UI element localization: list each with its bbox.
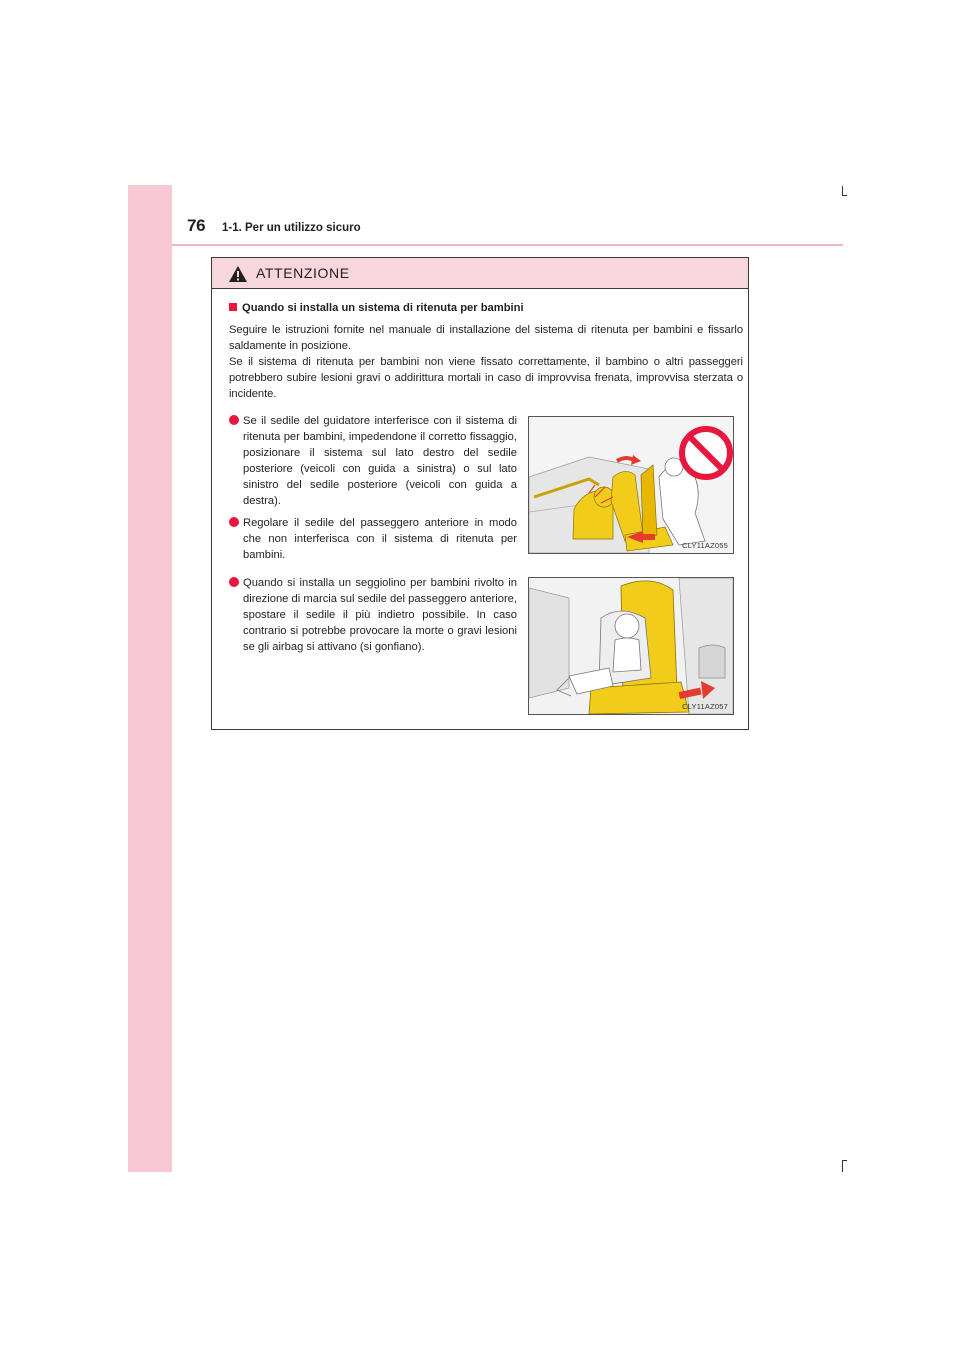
warning-header xyxy=(212,258,748,289)
section-heading-text: Quando si installa un sistema di ritenuta per bambini xyxy=(242,302,524,314)
bullet-text: Quando si installa un seggiolino per bambini rivolto in direzione di marcia sul sedile del passeggero anteriore, spostare il sedile il più indietro possibile. In caso contrario si potrebbe provocare la morte o gravi lesioni se gli airbag si attivano (si gonfiano). xyxy=(243,577,517,653)
bullet-dot-icon xyxy=(229,517,239,527)
intro-paragraph: Se il sistema di ritenuta per bambini non viene fissato correttamente, il bambino o altri passeggeri potrebbero subire lesioni gravi o addirittura mortali in caso di improvvisa frenata, improvvisa sterzata o incidente. xyxy=(229,356,743,400)
header-rule xyxy=(172,244,843,246)
intro-paragraph: Seguire le istruzioni fornite nel manuale di installazione del sistema di ritenuta per bambini e fissarlo saldamente in posizione. xyxy=(229,324,743,352)
warning-title: ATTENZIONE xyxy=(256,265,350,281)
bullet-dot-icon xyxy=(229,415,239,425)
bullet-item xyxy=(229,575,517,655)
crop-mark-top xyxy=(842,186,843,196)
warning-triangle-icon xyxy=(228,265,248,283)
crop-mark-bottom xyxy=(842,1160,843,1172)
figure-code: CLY11AZ055 xyxy=(682,541,728,550)
side-tab xyxy=(128,185,172,1172)
intro-text xyxy=(229,322,743,402)
bullet-item xyxy=(229,413,517,509)
bullet-dot-icon xyxy=(229,577,239,587)
bullet-text: Se il sedile del guidatore interferisce con il sistema di ritenuta per bambini, impedendone il corretto fissaggio, posizionare il sistema sul lato destro del sedile posteriore (veicoli con guida a sinistra) o sul lato sinistro del sedile posteriore (veicoli con guida a destra). xyxy=(243,415,517,507)
bullet-text: Regolare il sedile del passeggero anteriore in modo che non interferisca con il sistema di ritenuta per bambini. xyxy=(243,517,517,561)
warning-box xyxy=(211,257,749,730)
illustration-front-seat-child xyxy=(528,577,734,715)
square-bullet-icon xyxy=(229,303,237,311)
bullet-item xyxy=(229,515,517,563)
figure-code: CLY11AZ057 xyxy=(682,702,728,711)
section-heading xyxy=(229,302,524,314)
prohibited-icon xyxy=(682,429,730,477)
illustration-seat-interference xyxy=(528,416,734,554)
page-number: 76 xyxy=(187,216,206,235)
section-title: 1-1. Per un utilizzo sicuro xyxy=(222,222,361,234)
